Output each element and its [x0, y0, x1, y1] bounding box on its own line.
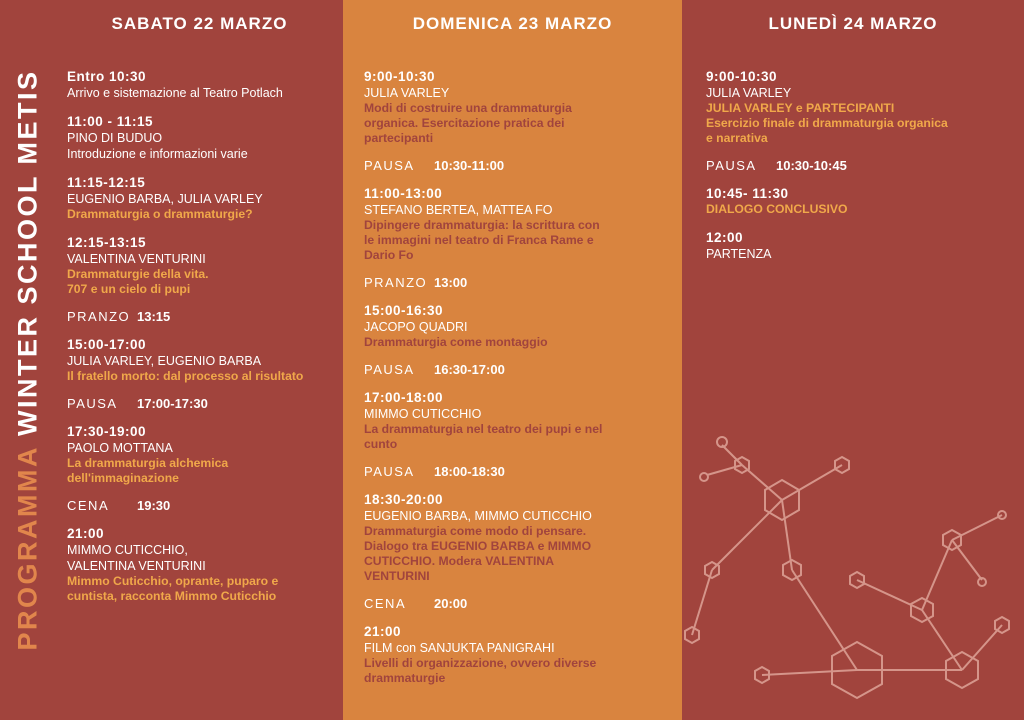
break-label: CENA [67, 498, 110, 513]
break-row [67, 396, 337, 411]
entry-speaker: JULIA VARLEY, EUGENIO BARBA [67, 354, 262, 368]
break-time: 16:30-17:00 [434, 362, 505, 377]
schedule-entry [706, 185, 1006, 217]
program-title [13, 69, 44, 650]
entry-time: 17:30-19:00 [67, 424, 147, 439]
break-label: CENA [364, 596, 407, 611]
schedule-entry [364, 68, 664, 146]
entry-time: 9:00-10:30 [364, 69, 436, 84]
break-time: 10:30-10:45 [776, 158, 847, 173]
break-row [67, 498, 337, 513]
break-label: PAUSA [364, 464, 415, 479]
schedule-entry [364, 491, 664, 584]
break-row [364, 596, 664, 611]
break-time: 10:30-11:00 [434, 158, 505, 173]
break-time: 20:00 [434, 596, 468, 611]
entry-time: 12:15-13:15 [67, 235, 147, 250]
entry-speaker: VALENTINA VENTURINI [67, 559, 206, 573]
schedule-entry [67, 234, 337, 297]
entry-time: 9:00-10:30 [706, 69, 778, 84]
entry-topic: Esercizio finale di drammaturgia organica [706, 116, 948, 130]
entry-topic: dell'immaginazione [67, 471, 179, 485]
entry-topic: Drammaturgia o drammaturgie? [67, 207, 253, 221]
entry-topic: La drammaturgia nel teatro dei pupi e nel [364, 422, 603, 436]
entry-speaker: MIMMO CUTICCHIO [364, 407, 482, 421]
entry-time: 10:45- 11:30 [706, 186, 789, 201]
entry-topic: 707 e un cielo di pupi [67, 282, 191, 296]
break-row [364, 464, 664, 479]
schedule-entry [706, 229, 1006, 262]
entry-time: 12:00 [706, 230, 744, 245]
break-label: PAUSA [67, 396, 118, 411]
schedule-entry [67, 113, 337, 162]
entry-speaker: JULIA VARLEY [706, 86, 792, 100]
break-row [364, 158, 664, 173]
entry-topic: drammaturgie [364, 671, 446, 685]
entry-topic: Drammaturgia come montaggio [364, 335, 548, 349]
entry-topic: La drammaturgia alchemica [67, 456, 229, 470]
entry-topic: Il fratello morto: dal processo al risultato [67, 369, 304, 383]
break-label: PRANZO [67, 309, 131, 324]
entry-topic: Modi di costruire una drammaturgia [364, 101, 572, 115]
day-title: DOMENICA 23 MARZO [412, 14, 613, 33]
entry-topic: VENTURINI [364, 569, 430, 583]
break-row [67, 309, 337, 324]
entry-time: 15:00-16:30 [364, 303, 444, 318]
entry-topic: Dialogo tra EUGENIO BARBA e MIMMO [364, 539, 592, 553]
sidebar [0, 0, 56, 720]
entry-time: 21:00 [67, 526, 105, 541]
entry-speaker: FILM con SANJUKTA PANIGRAHI [364, 641, 555, 655]
schedule-list [706, 68, 1006, 274]
molecule-network-icon [682, 420, 1024, 720]
break-row [364, 275, 664, 290]
break-label: PAUSA [706, 158, 757, 173]
entry-topic: JULIA VARLEY e PARTECIPANTI [706, 101, 895, 115]
entry-topic: Mimmo Cuticchio, oprante, puparo e [67, 574, 279, 588]
break-time: 13:00 [434, 275, 468, 290]
entry-topic: DIALOGO CONCLUSIVO [706, 202, 848, 216]
entry-time: 15:00-17:00 [67, 337, 147, 352]
schedule-entry [364, 302, 664, 350]
entry-topic: Livelli di organizzazione, ovvero diverse [364, 656, 597, 670]
day-column-sunday [343, 0, 682, 720]
entry-speaker: PARTENZA [706, 247, 772, 261]
entry-topic: le immagini nel teatro di Franca Rame e [364, 233, 594, 247]
entry-speaker: JACOPO QUADRI [364, 320, 468, 334]
entry-time: 18:30-20:00 [364, 492, 444, 507]
day-title: LUNEDÌ 24 MARZO [768, 14, 938, 33]
entry-speaker: STEFANO BERTEA, MATTEA FO [364, 203, 553, 217]
break-row [364, 362, 664, 377]
schedule-entry [67, 336, 337, 384]
entry-topic: CUTICCHIO. Modera VALENTINA [364, 554, 555, 568]
entry-speaker: PAOLO MOTTANA [67, 441, 173, 455]
schedule-list [67, 68, 337, 616]
entry-time: 11:00 - 11:15 [67, 114, 154, 129]
schedule-entry [364, 389, 664, 452]
day-title: SABATO 22 MARZO [111, 14, 288, 33]
schedule-list [364, 68, 664, 698]
schedule-entry [67, 525, 337, 604]
entry-time: 21:00 [364, 624, 402, 639]
entry-time: 11:15-12:15 [67, 175, 146, 190]
entry-speaker: Arrivo e sistemazione al Teatro Potlach [67, 86, 283, 100]
schedule-entry [364, 623, 664, 686]
entry-speaker: MIMMO CUTICCHIO, [67, 543, 188, 557]
break-time: 18:00-18:30 [434, 464, 505, 479]
entry-speaker: VALENTINA VENTURINI [67, 252, 206, 266]
schedule-entry [67, 423, 337, 486]
break-time: 17:00-17:30 [137, 396, 208, 411]
entry-topic: cuntista, racconta Mimmo Cuticchio [67, 589, 277, 603]
entry-speaker: PINO DI BUDUO [67, 131, 163, 145]
entry-topic: cunto [364, 437, 398, 451]
entry-topic: Dario Fo [364, 248, 414, 262]
day-column-saturday [56, 0, 343, 720]
schedule-entry [67, 68, 337, 101]
entry-topic: partecipanti [364, 131, 434, 145]
entry-speaker: EUGENIO BARBA, MIMMO CUTICCHIO [364, 509, 592, 523]
break-time: 13:15 [137, 309, 171, 324]
entry-topic: e narrativa [706, 131, 768, 145]
break-time: 19:30 [137, 498, 171, 513]
entry-time: 17:00-18:00 [364, 390, 444, 405]
entry-speaker: EUGENIO BARBA, JULIA VARLEY [67, 192, 263, 206]
entry-time: 11:00-13:00 [364, 186, 443, 201]
program-word: PROGRAMMA [12, 446, 43, 651]
entry-speaker: JULIA VARLEY [364, 86, 450, 100]
entry-topic: Dipingere drammaturgia: la scrittura con [364, 218, 600, 232]
entry-speaker: Introduzione e informazioni varie [67, 147, 248, 161]
schedule-entry [706, 68, 1006, 146]
entry-topic: organica. Esercitazione pratica dei [364, 116, 565, 130]
school-name: WINTER SCHOOL METIS [12, 69, 43, 436]
schedule-entry [364, 185, 664, 263]
entry-topic: Drammaturgie della vita. [67, 267, 209, 281]
entry-time: Entro 10:30 [67, 69, 147, 84]
schedule-entry [67, 174, 337, 222]
entry-topic: Drammaturgia come modo di pensare. [364, 524, 587, 538]
break-label: PAUSA [364, 362, 415, 377]
break-label: PRANZO [364, 275, 428, 290]
break-row [706, 158, 1006, 173]
break-label: PAUSA [364, 158, 415, 173]
